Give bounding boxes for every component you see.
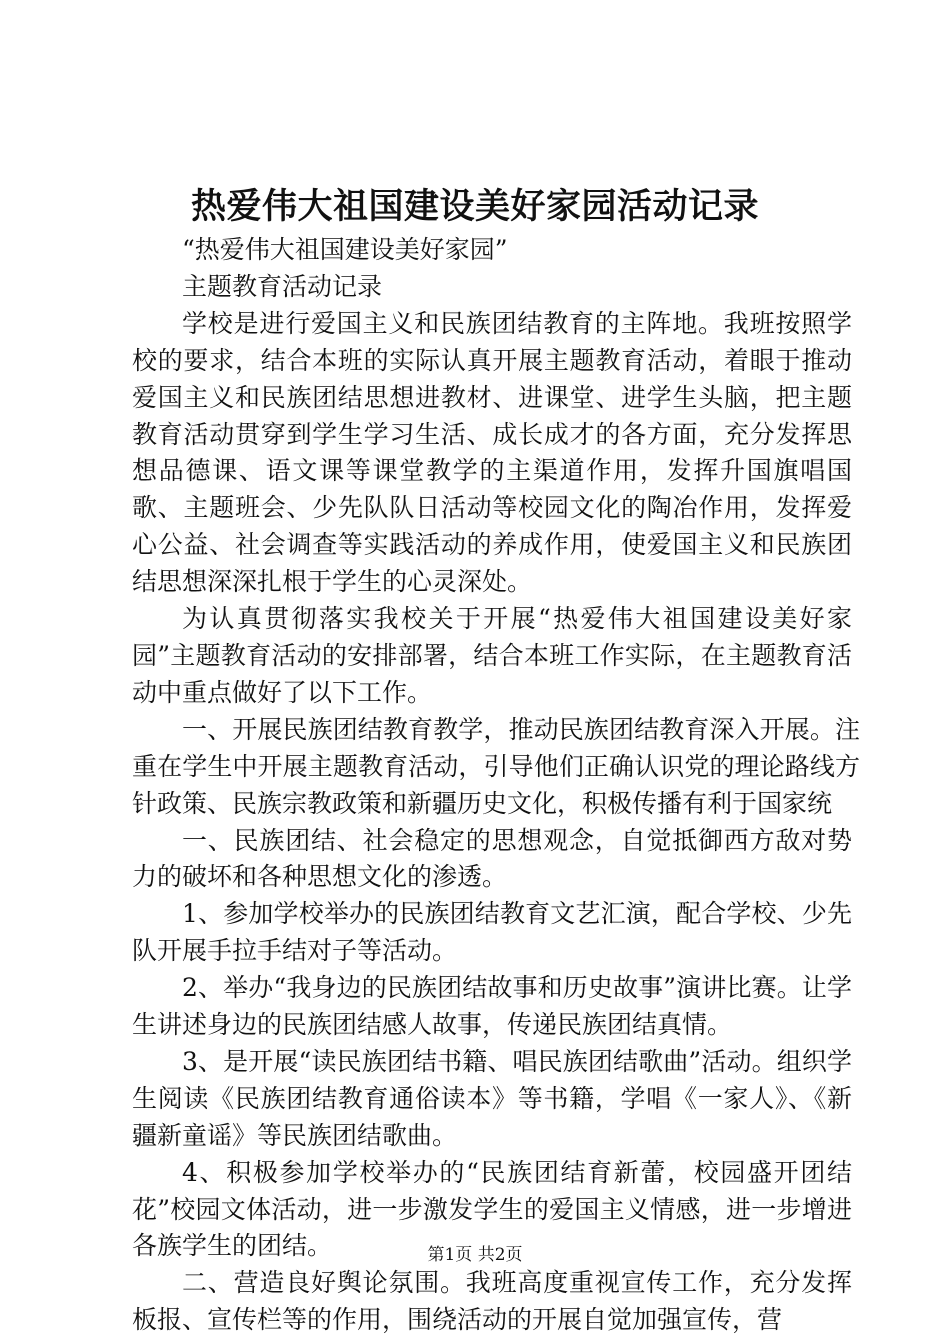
paragraph-section-two: 二、营造良好舆论氛围。我班高度重视宣传工作，充分发挥板报、宣传栏等的作用，围绕活动的开展自觉加强宣传，营	[132, 1268, 852, 1335]
paragraph-implementation: 为认真贯彻落实我校关于开展“热爱伟大祖国建设美好家园”主题教育活动的安排部署，结合本班工作实际，在主题教育活动中重点做好了以下工作。	[132, 604, 852, 707]
paragraph-item-2: 2、举办“我身边的民族团结故事和历史故事”演讲比赛。让学生讲述身边的民族团结感人故事，传递民族团结真情。	[132, 973, 852, 1040]
paragraph-item-3: 3、是开展“读民族团结书籍、唱民族团结歌曲”活动。组织学生阅读《民族团结教育通俗读本》等书籍，学唱《一家人》、《新疆新童谣》等民族团结歌曲。	[132, 1046, 852, 1150]
page-footer: 第1页 共2页	[427, 1245, 523, 1265]
paragraph-item-4: 4、积极参加学校举办的“民族团结育新蕾，校园盛开团结花”校园文体活动，进一步激发学生的爱国主义情感，进一步增进各族学生的团结。	[132, 1157, 852, 1261]
paragraph-item-1: 1、参加学校举办的民族团结教育文艺汇演，配合学校、少先队开展手拉手结对子等活动。	[132, 899, 852, 966]
paragraph-subtitle: 主题教育活动记录	[182, 271, 383, 301]
document-title: 热爱伟大祖国建设美好家园活动记录	[190, 186, 759, 227]
paragraph-subtitle-quote: “热爱伟大祖国建设美好家园”	[182, 235, 508, 264]
document-body	[132, 232, 860, 1339]
paragraph-section-one: 一、开展民族团结教育教学，推动民族团结教育深入开展。注重在学生中开展主题教育活动，引导他们正确认识党的理论路线方针政策、民族宗教政策和新疆历史文化，积极传播有利于国家统	[132, 714, 860, 818]
paragraph-section-one-continued: 一、民族团结、社会稳定的思想观念，自觉抵御西方敌对势力的破坏和各种思想文化的渗透。	[132, 825, 852, 892]
paragraph-intro: 学校是进行爱国主义和民族团结教育的主阵地。我班按照学校的要求，结合本班的实际认真开展主题教育活动，着眼于推动爱国主义和民族团结思想进教材、进课堂、进学生头脑，把主题教育活动贯穿到学生学习生活、成长成才的各方面，充分发挥思想品德课、语文课等课堂教学的主渠道作用，发挥升国旗唱国歌、主题班会、少先队队日活动等校园文化的陶冶作用，发挥爱心公益、社会调查等实践活动的养成作用，使爱国主义和民族团结思想深深扎根于学生的心灵深处。	[132, 308, 852, 597]
